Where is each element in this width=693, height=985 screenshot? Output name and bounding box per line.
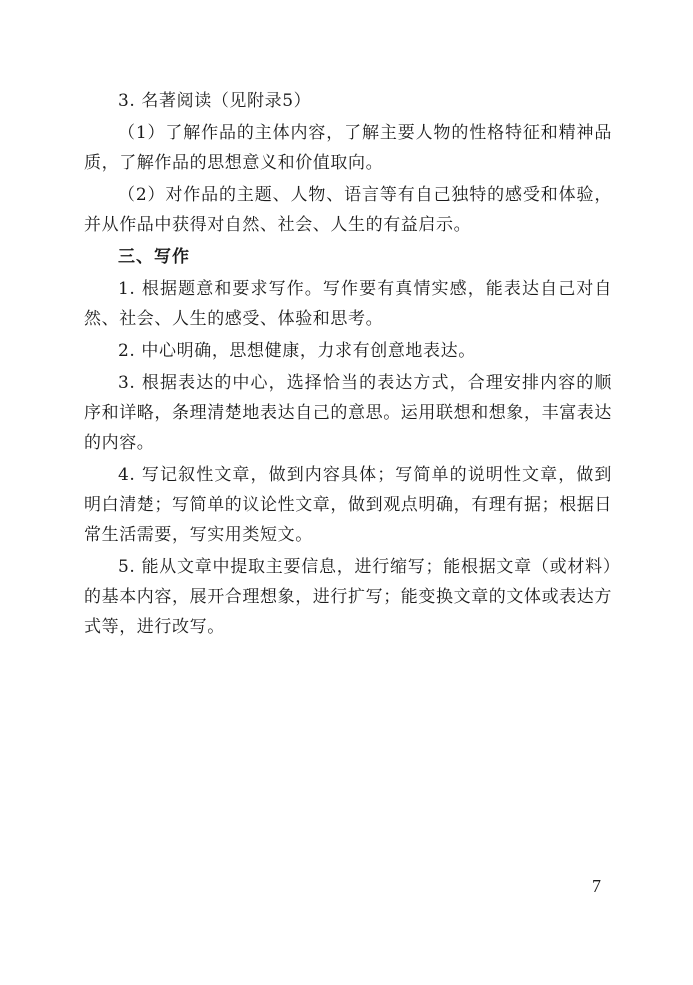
section-heading-writing: 三、写作 — [118, 247, 190, 267]
paragraph-classics-reading: 3. 名著阅读（见附录5） — [118, 91, 312, 111]
paragraph-writing-item-4: 4. 写记叙性文章，做到内容具体；写简单的说明性文章，做到明白清楚；写简单的议论性文章，做到观点明确，有理有据；根据日常生活需要，写实用类短文。 — [84, 465, 612, 545]
paragraph-writing-item-5: 5. 能从文章中提取主要信息，进行缩写；能根据文章（或材料）的基本内容，展开合理想象，进行扩写；能变换文章的文体或表达方式等，进行改写。 — [84, 557, 612, 637]
paragraph-writing-item-2: 2. 中心明确，思想健康，力求有创意地表达。 — [118, 341, 476, 361]
page-number: 7 — [592, 876, 601, 896]
paragraph-writing-item-1: 1. 根据题意和要求写作。写作要有真情实感，能表达自己对自然、社会、人生的感受、体验和思考。 — [84, 279, 612, 329]
document-body — [84, 86, 612, 644]
paragraph-writing-item-3: 3. 根据表达的中心，选择恰当的表达方式，合理安排内容的顺序和详略，条理清楚地表达自己的意思。运用联想和想象，丰富表达的内容。 — [84, 373, 612, 453]
paragraph-classics-item-1: （1）了解作品的主体内容，了解主要人物的性格特征和精神品质，了解作品的思想意义和价值取向。 — [84, 123, 612, 173]
paragraph-classics-item-2: （2）对作品的主题、人物、语言等有自己独特的感受和体验，并从作品中获得对自然、社会、人生的有益启示。 — [84, 185, 612, 235]
